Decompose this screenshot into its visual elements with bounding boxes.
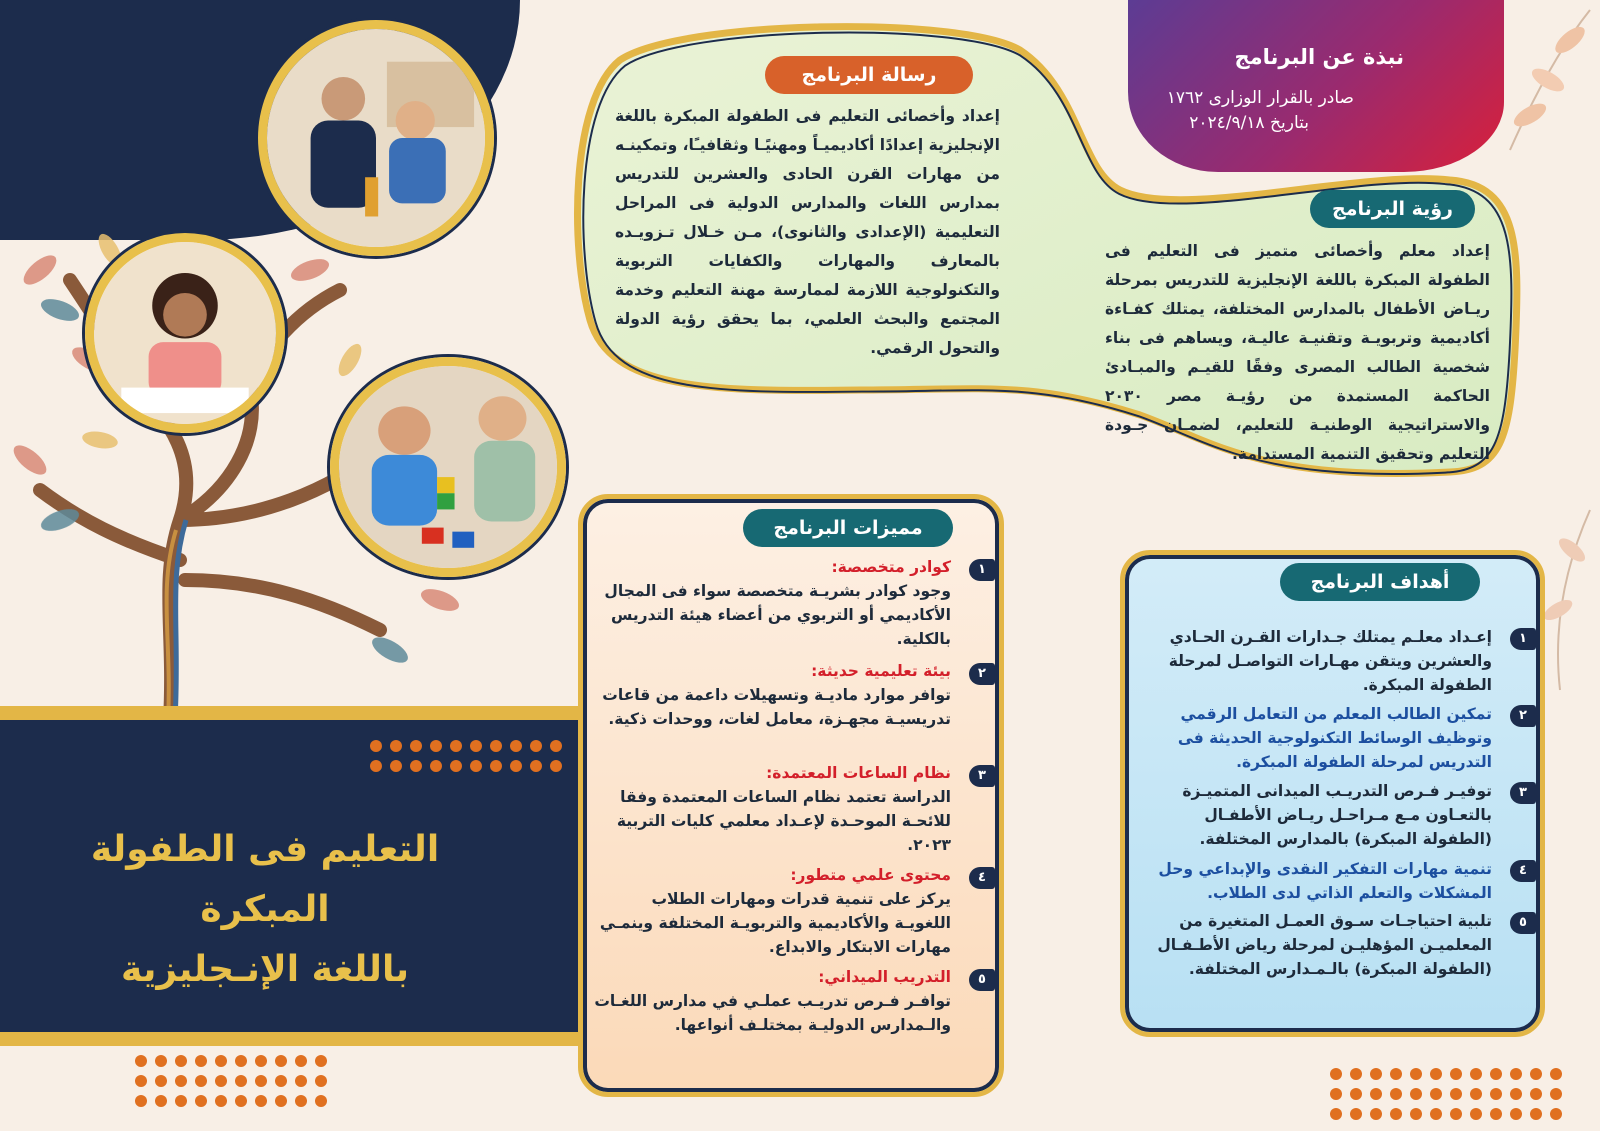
vision-text: إعداد معلم وأخصائى متميز فى التعليم فى الطفولة المبكرة باللغة الإنجليزية للتدريس بمرحلة ريـاض الأطفال بالمدارس المختلفة، يمتلك كفـاءة أكاديمية وتربويـة وتقنيـة عاليـة، ويساهم فى بناء شخصية الطالب المصرى وفقًا للقيـم والمبـادئ الحاكمة المستمدة من رؤيـة مصر ٢٠٣٠ والاستراتيجية الوطنيـة للتعليم، لضمـان جـودة التعليم وتحقيق التنمية المستدامة. <box>1105 242 1490 463</box>
feature-title: محتوى علمي متطور: <box>790 866 951 884</box>
feature-number: ٤ <box>969 867 995 889</box>
feature-item <box>593 555 951 651</box>
feature-title: التدريب الميداني: <box>818 968 951 986</box>
about-date-line: بتاريخ ٢٠٢٤/٩/١٨ <box>1189 113 1309 133</box>
feature-number: ١ <box>969 559 995 581</box>
mission-heading: رسالة البرنامج <box>765 56 973 94</box>
photo-boy-blocks <box>330 357 566 577</box>
feature-text: يركز على تنمية قدرات ومهارات الطلاب اللغويـة والأكاديمية والتربويـة المختلفة وينمـي مهارات الابتكار والابداع. <box>599 890 951 956</box>
program-title-line2: باللغة الإنـجليزية <box>121 949 409 990</box>
dot-pattern <box>1330 1068 1562 1120</box>
program-title <box>30 820 500 1000</box>
goals-panel <box>1120 550 1545 1037</box>
goal-number: ٣ <box>1510 782 1536 804</box>
goal-item: تمكين الطالب المعلم من التعامل الرقمي وتوظيف الوسائط التكنولوجية الحديثة فى التدريس لمرحلة الطفولة المبكرة. <box>1177 705 1492 771</box>
mission-vision-panel <box>560 20 1560 496</box>
features-heading: مميزات البرنامج <box>743 509 953 547</box>
dot-pattern <box>135 1055 327 1107</box>
feature-item <box>593 965 951 1037</box>
feature-text: توافـر فـرص تدريـب عملـي في مدارس اللغـات والـمدارس الدوليـة بمختلـف أنواعها. <box>594 992 951 1034</box>
feature-number: ٢ <box>969 663 995 685</box>
features-panel <box>578 494 1004 1097</box>
goal-number: ٥ <box>1510 912 1536 934</box>
dot-pattern <box>370 740 562 772</box>
feature-title: بيئة تعليمية حديثة: <box>811 662 951 680</box>
goal-number: ١ <box>1510 628 1536 650</box>
goal-item: توفيـر فـرص التدريـب الميدانى المتميـزة بالتعـاون مـع مـراحـل ريـاض الأطفـال (الطفولة المبكرة) بالمدارس المختلفة. <box>1182 782 1492 848</box>
vision-heading: رؤية البرنامج <box>1310 190 1475 228</box>
feature-text: الدراسة تعتمد نظام الساعات المعتمدة وفقا للائحـة الموحـدة لإعـداد معلمي كليات التربية ٢٠٢٣. <box>616 788 951 854</box>
mission-text: إعداد وأخصائى التعليم فى الطفولة المبكرة باللغة الإنجليزية إعدادًا أكاديميـاً ومهنيًـا وثقافيـًا، وتمكينـه من مهارات القرن الحادى والعشرين للتدريس بمدارس اللغات والمدارس الدولية فى المراحل التعليمية (الإعدادى والثانوى)، مـن خـلال تـزويـده بالمعارف والمهارات والكفايات التربوية والتكنولوجية اللازمة لممارسة مهنة التعليم وخدمة المجتمع والبحث العلمي، بما يحقق رؤية الدولة والتحول الرقمي. <box>615 107 1000 357</box>
goal-item: تلبية احتياجـات سـوق العمـل المتغيرة من المعلميـن المؤهليـن لمرحلة رياض الأطـفـال (الطفولة المبكرة) بالـمـدارس المختلفة. <box>1157 912 1492 978</box>
photo-teacher-child-blocks <box>258 20 494 256</box>
photo-girl-drawing <box>85 233 285 433</box>
feature-number: ٥ <box>969 969 995 991</box>
feature-number: ٣ <box>969 765 995 787</box>
feature-text: وجود كوادر بشريـة متخصصة سواء فى المجال الأكاديمي أو التربوي من أعضاء هيئة التدريس بالكلية. <box>604 582 951 648</box>
program-title-line1: التعليم فى الطفولة المبكرة <box>90 829 440 930</box>
goal-item: إعـداد معلـم يمتلك جـدارات القـرن الحـادي والعشرين ويتقن مهـارات التواصـل لمرحلة الطفولة المبكرة. <box>1168 628 1492 694</box>
feature-item <box>593 659 951 731</box>
feature-item <box>593 863 951 959</box>
title-banner <box>0 706 578 1046</box>
goals-heading: أهداف البرنامج <box>1280 563 1480 601</box>
goal-number: ٢ <box>1510 705 1536 727</box>
feature-text: توافر موارد ماديـة وتسهيلات داعمة من قاعات تدريسيـة مجهـزة، معامل لغات، ووحدات ذكية. <box>602 686 951 728</box>
goal-item: تنمية مهارات التفكير النقدى والإبداعي وحل المشكلات والتعلم الذاتي لدى الطلاب. <box>1158 860 1492 902</box>
about-decree-line: صادر بالقرار الوزارى ١٧٦٢ <box>1166 88 1354 108</box>
goal-number: ٤ <box>1510 860 1536 882</box>
feature-item <box>593 761 951 857</box>
feature-title: نظام الساعات المعتمدة: <box>766 764 951 782</box>
about-heading: نبذة عن البرنامج <box>1234 45 1404 69</box>
feature-title: كوادر متخصصة: <box>831 558 951 576</box>
